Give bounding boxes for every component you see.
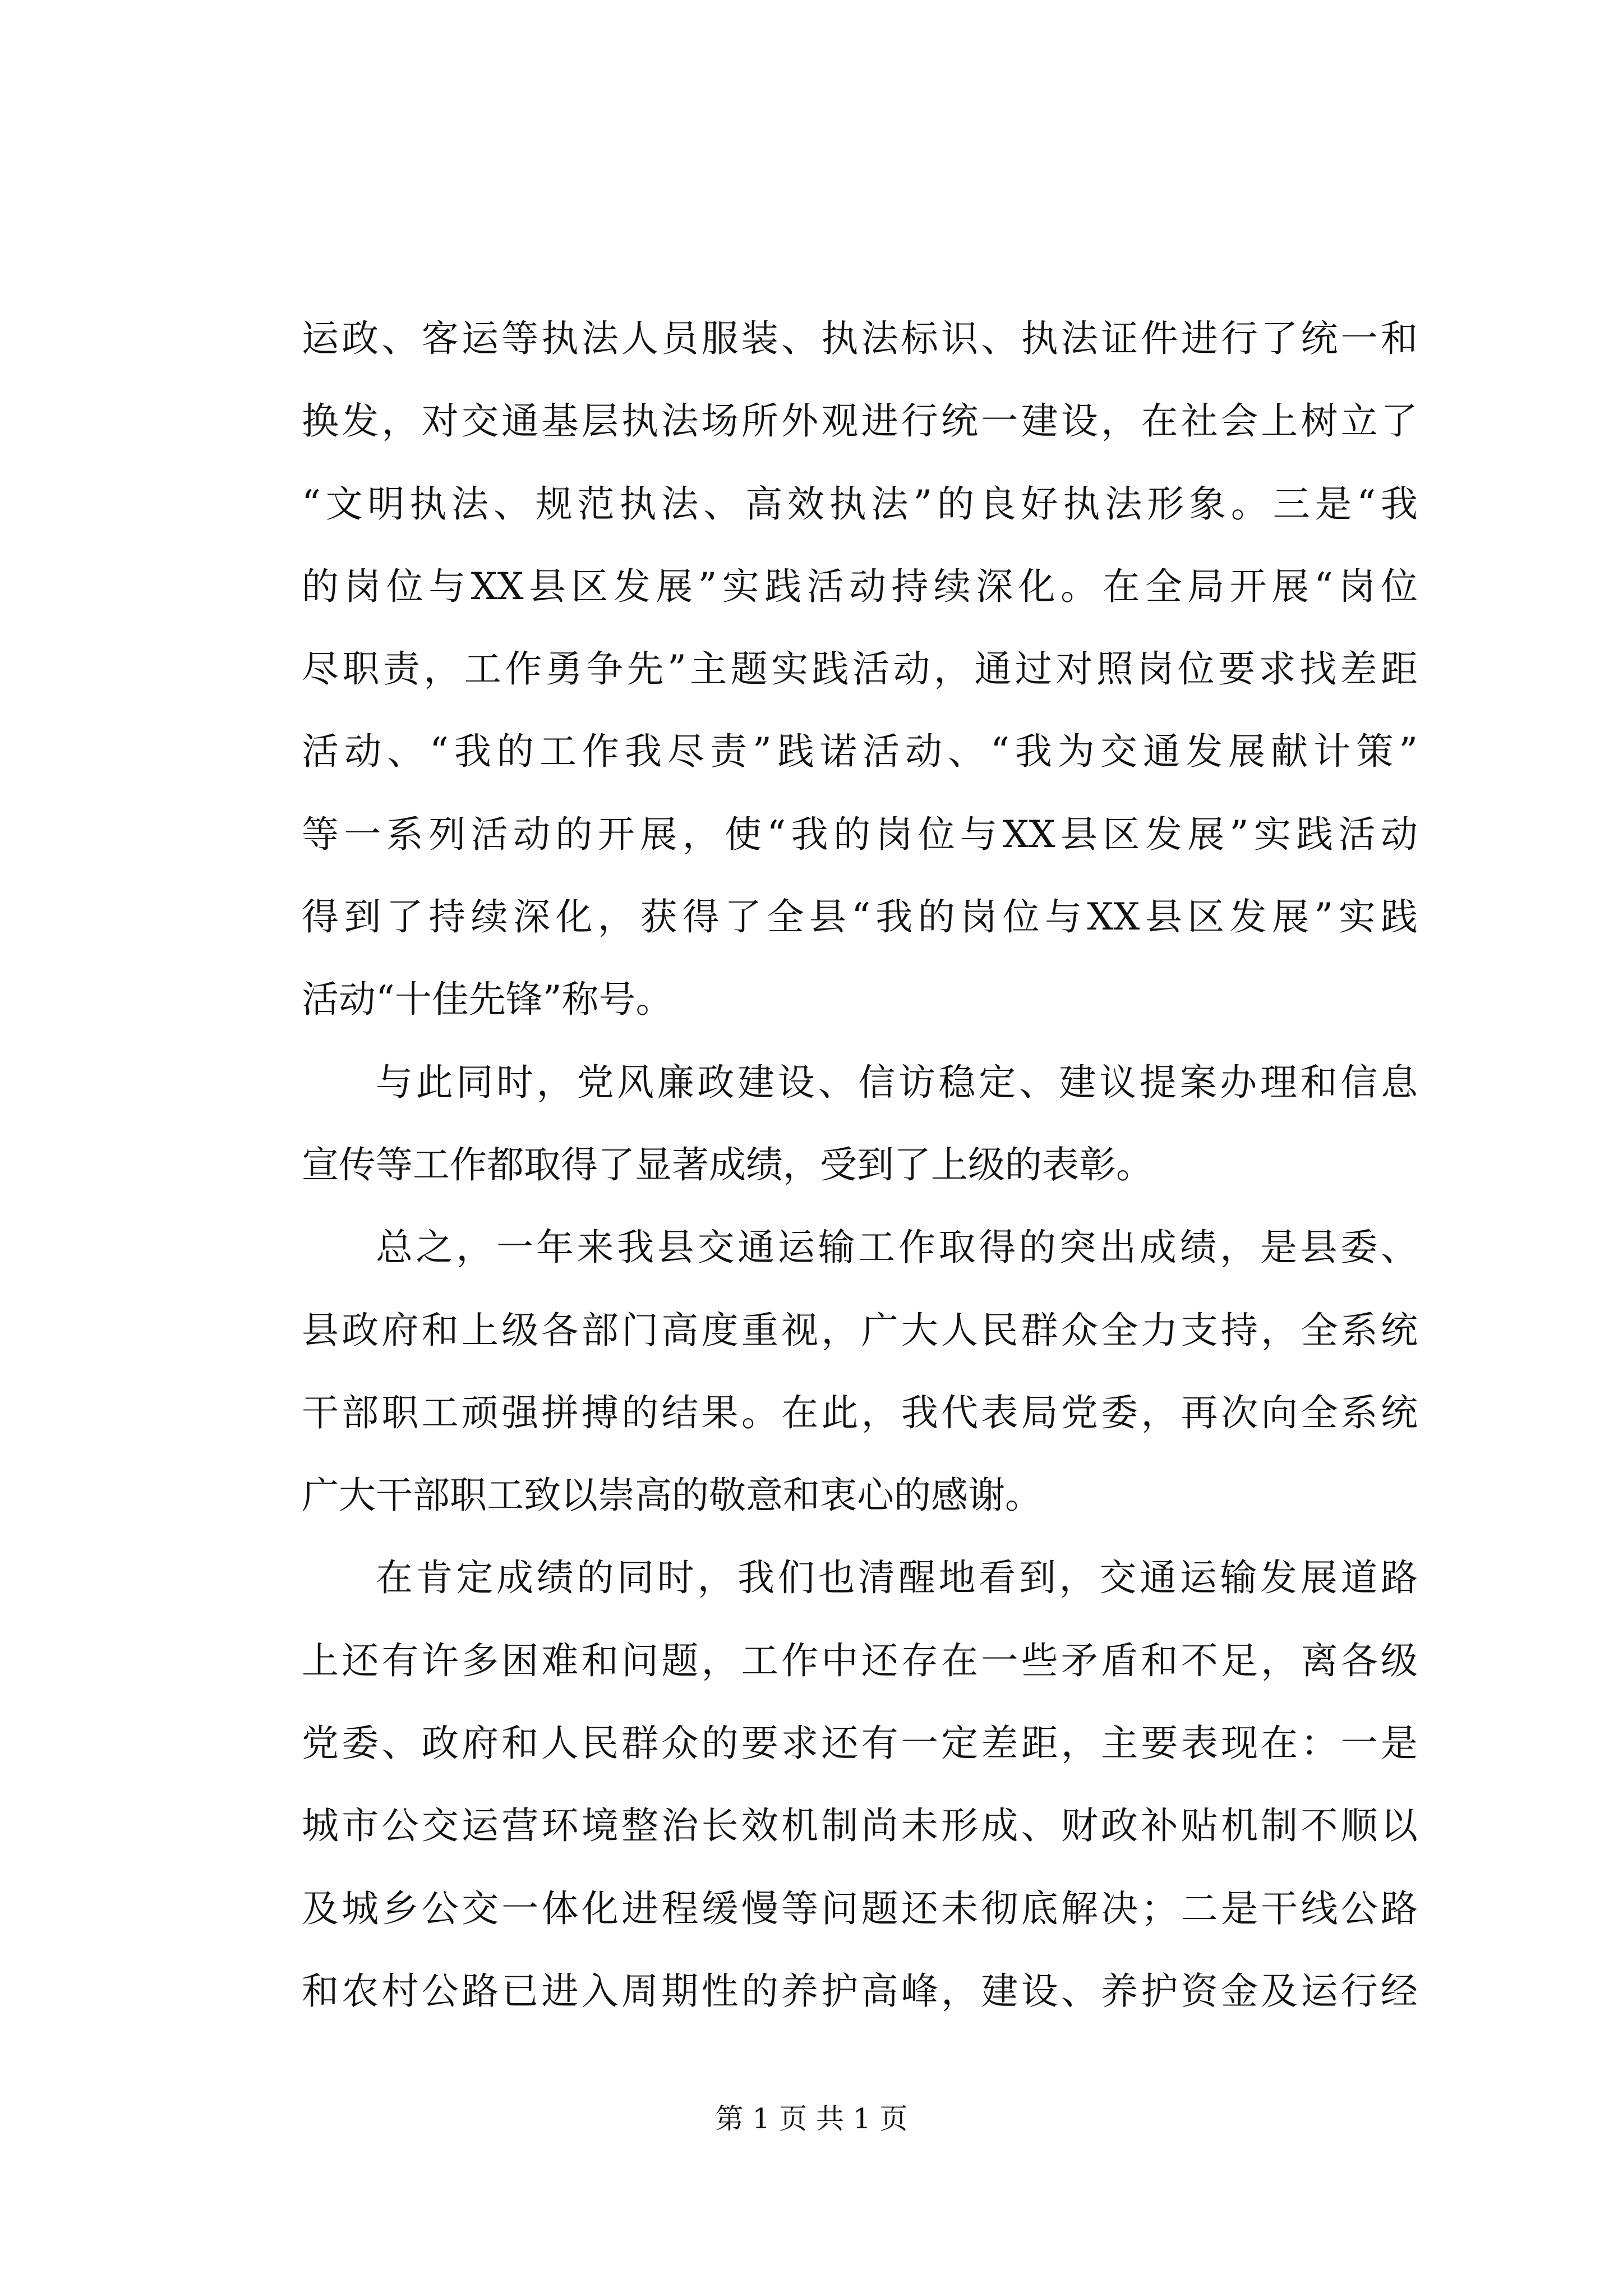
text-line: 县政府和上级各部门高度重视，广大人民群众全力支持，全系统 [302,1308,1418,1352]
text-line: 换发，对交通基层执法场所外观进行统一建设，在社会上树立了 [302,399,1418,443]
text-line: 运政、客运等执法人员服装、执法标识、执法证件进行了统一和 [302,317,1418,360]
text-line: 上还有许多困难和问题，工作中还存在一些矛盾和不足，离各级 [302,1639,1418,1682]
text-line: 活动、“我的工作我尽责”践诺活动、“我为交通发展献计策” [302,730,1418,774]
text-line: 城市公交运营环境整治长效机制尚未形成、财政补贴机制不顺以 [302,1804,1418,1848]
page-footer: 第 1 页 共 1 页 [715,2102,908,2135]
text-line: 的岗位与XX县区发展”实践活动持续深化。在全局开展“岗位 [302,564,1418,608]
text-line: 及城乡公交一体化进程缓慢等问题还未彻底解决；二是干线公路 [302,1887,1418,1930]
text-line: 活动“十佳先锋”称号。 [302,978,673,1022]
text-line: “文明执法、规范执法、高效执法”的良好执法形象。三是“我 [302,482,1418,526]
text-line: 和农村公路已进入周期性的养护高峰，建设、养护资金及运行经 [302,1969,1418,2013]
text-line: 在肯定成绩的同时，我们也清醒地看到，交通运输发展道路 [376,1556,1418,1600]
text-line: 广大干部职工致以崇高的敬意和衷心的感谢。 [302,1474,1042,1517]
document-body [302,297,1418,2032]
text-line: 得到了持续深化，获得了全县“我的岗位与XX县区发展”实践 [302,895,1418,939]
text-line: 总之，一年来我县交通运输工作取得的突出成绩，是县委、 [376,1226,1418,1269]
text-line: 宣传等工作都取得了显著成绩，受到了上级的表彰。 [302,1143,1153,1186]
text-line: 尽职责，工作勇争先”主题实践活动，通过对照岗位要求找差距 [302,647,1418,691]
text-line: 等一系列活动的开展，使“我的岗位与XX县区发展”实践活动 [302,812,1418,856]
text-line: 与此同时，党风廉政建设、信访稳定、建议提案办理和信息 [376,1060,1418,1104]
text-line: 党委、政府和人民群众的要求还有一定差距，主要表现在：一是 [302,1722,1418,1765]
text-line: 干部职工顽强拼搏的结果。在此，我代表局党委，再次向全系统 [302,1391,1418,1434]
